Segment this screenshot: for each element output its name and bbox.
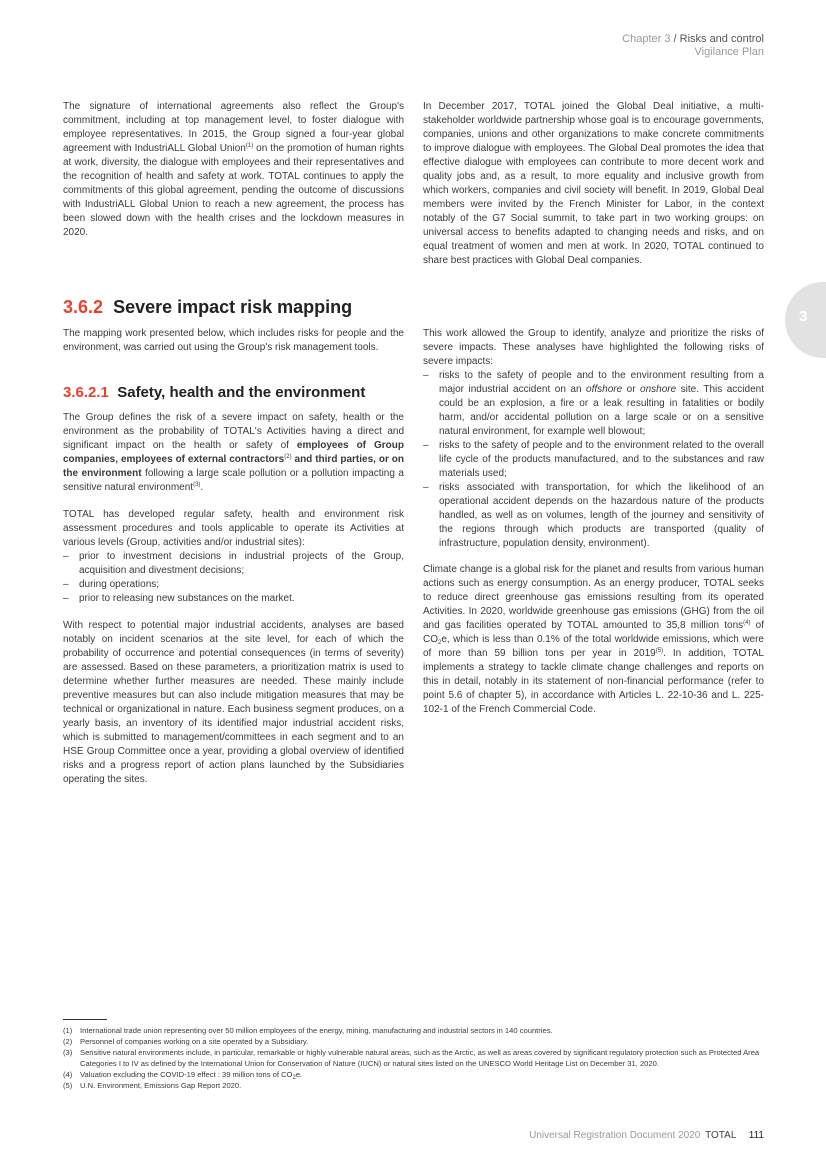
footnote <box>63 1080 765 1091</box>
p1-bold-2: and third parties, or on the environment <box>63 454 404 479</box>
subsection-number: 3.6.2.1 <box>63 384 109 401</box>
p1-text-a: The Group defines the risk of a severe impact on safety, health or the environment as the probability of TOTAL's Activities having a direct and significant impact on the health or safety of <box>63 412 404 451</box>
p2-text-d: . In addition, TOTAL implements a strategy to tackle climate change challenges and reports on this in detail, notably in its statement of non-financial performance (refer to point 5.6 of chapter 5), in accordance with Articles L. 22-10-36 and L. 225-102-1 of the French Commercial Code. <box>423 648 764 715</box>
climate-paragraph <box>423 563 764 717</box>
footnote-text: Sensitive natural environments include, in particular, remarkable or highly vulnerable natural areas, such as the Arctic, as well as areas covered by significant regulatory protection such as Protected Area Categories I to IV as defined by the International Union for Conservation of Nature (IUCN) or natural sites listed on the UNESCO World Heritage List on December 31, 2020. <box>80 1048 760 1068</box>
chapter-tab <box>785 282 826 358</box>
footnote-text: International trade union representing over 50 million employees of the energy, mining, manufacturing and industrial sectors in 140 countries. <box>80 1026 553 1035</box>
footnote-divider <box>63 1019 107 1020</box>
footnote-ref-2: (2) <box>284 454 292 460</box>
list-item: – risks to the safety of people and to the environment related to the overall life cycle of the products manufactured, and to the substances and raw materials used; <box>423 439 764 481</box>
list-item: – prior to releasing new substances on the market. <box>63 592 404 606</box>
intro-left-text-b: on the promotion of human rights at work, diversity, the dialogue with employees and their representatives and the recognition of health and safety at work. TOTAL continues to apply the commitments of this global agreement, pending the outcome of discussions with IndustriALL Global Union to reach a new agreement, the process has been slowed down with the health crises and the lockdown measures in 2020. <box>63 143 405 238</box>
list-item <box>423 369 764 439</box>
header-section: Risks and control <box>679 33 764 45</box>
subsection-title: Safety, health and the environment <box>117 384 366 401</box>
li1-text-a: risks to the safety of people and to the environment resulting from a major industrial accident on an <box>439 370 764 395</box>
co2-subscript: 2 <box>438 640 442 646</box>
footnote <box>63 1069 765 1080</box>
p1-bold-1: employees of Group companies, employees of external contractors <box>63 440 404 465</box>
header-chapter: Chapter 3 <box>622 33 671 45</box>
right-col-paragraph-1: This work allowed the Group to identify, analyze and prioritize the risks of severe impacts. These analyses have highlighted the following risks of severe impacts: <box>423 328 764 367</box>
list-item: – risks associated with transportation, for which the likelihood of an operational accident depends on the hazardous nature of the products handled, as well as on volumes, length of the journey and sensitivity of the regions through which products are transported (quality of infrastructure, population density, environment). <box>423 481 764 551</box>
section-362-intro: The mapping work presented below, which includes risks for people and the environment, was carried out using the Group's risk management tools. <box>63 328 404 353</box>
list-item: – prior to investment decisions in industrial projects of the Group, acquisition and divestment decisions; <box>63 550 404 578</box>
footnote-number: (2) <box>63 1037 73 1046</box>
section-3621-paragraph-3: With respect to potential major industrial accidents, analyses are based notably on incident scenarios at the site level, for each of which the probability of occurrence and potential consequences (in terms of severity) are assessed. Based on these parameters, a prioritization matrix is used to determine whether further measures are needed. These mainly include preventive measures but can also include mitigation measures that may be technical or organizational in nature. Each business segment produces, on a yearly basis, an inventory of its identified major industrial accident risks, which is submitted to management/committees in each segment and to an HSE Group Committee once a year, providing a global overview of identified risks and a progress report of action plans launched by the Subsidiaries operating the sites. <box>63 620 404 785</box>
footnote <box>63 1025 765 1036</box>
footnote-number: (4) <box>63 1070 73 1079</box>
list-item: – during operations; <box>63 578 404 592</box>
footer-document-title: Universal Registration Document 2020 <box>529 1130 701 1141</box>
footnote-text: U.N. Environment, Emissions Gap Report 2020. <box>80 1081 242 1090</box>
footnote-text: e. <box>295 1070 303 1079</box>
footnote-ref-1: (1) <box>245 143 254 149</box>
footer-brand: TOTAL <box>705 1130 737 1141</box>
footnote-text: Valuation excluding the COVID-19 effect : 39 million tons of CO <box>80 1070 293 1079</box>
section-heading-362 <box>63 296 352 318</box>
section-3621-paragraph-2: TOTAL has developed regular safety, health and environment risk assessment procedures and tools applicable to operate its Activities at various levels (Group, activities and/or industrial sites): <box>63 509 404 548</box>
section-number: 3.6.2 <box>63 297 104 317</box>
li1-italic-offshore: offshore <box>586 384 623 395</box>
li1-text-or: or <box>622 384 641 395</box>
footnote-number: (1) <box>63 1026 73 1035</box>
header-separator: / <box>670 33 680 45</box>
section-heading-3621 <box>63 384 365 402</box>
p2-text-a: Climate change is a global risk for the planet and results from various human actions such as energy consumption. As an energy producer, TOTAL seeks to reduce direct greenhouse gas emissions resulting from its operated Activities. In 2020, worldwide greenhouse gas emissions (GHG) from the oil and gas facilities operated by TOTAL amounted to 35,8 million tons <box>423 564 764 631</box>
intro-right-paragraph: In December 2017, TOTAL joined the Global Deal initiative, a multi-stakeholder worldwide partnership whose goal is to encourage governments, companies, unions and other organizations to make concrete commitments to improve dialogue with employees. The Global Deal promotes the idea that effective dialogue with employees can contribute to more decent work and quality jobs and, as a result, to more equality and inclusive growth from which workers, companies and civil society will benefit. In 2019, Global Deal members were invited by the French Minister for Labor, in the context notably of the G7 Social summit, to take part in two working groups: on universal access to benefits adapted to changing needs and risks, and on equal treatment of women and men at work. In 2020, TOTAL continued to share best practices with Global Deal companies. <box>423 101 764 266</box>
footnote-number: (3) <box>63 1048 73 1057</box>
chapter-tab-number: 3 <box>799 308 808 325</box>
footnote-ref-3: (3) <box>193 482 201 488</box>
li1-italic-onshore: onshore <box>640 384 677 395</box>
intro-left-text-a: The signature of international agreements also reflect the Group's commitment, including at top management level, to foster dialogue with employee representatives. In 2015, the Group signed a four-year global agreement with IndustriALL Global Union <box>63 101 404 154</box>
p2-text-c: e, which is less than 0.1% of the total worldwide emissions, which were of more than 59 billion tons per year in 2019 <box>423 634 764 659</box>
footnote <box>63 1036 765 1047</box>
footnote-number: (5) <box>63 1081 73 1090</box>
p1-text-d: . <box>200 482 204 493</box>
header-subsection: Vigilance Plan <box>694 46 764 58</box>
footnote <box>63 1047 765 1069</box>
footnotes <box>63 1025 765 1091</box>
running-header <box>622 33 764 59</box>
footnote-ref-5: (5) <box>655 648 664 654</box>
footnote-ref-4: (4) <box>743 620 751 626</box>
p1-text-c: following a large scale pollution or a pollution impacting a sensitive natural environment <box>63 468 404 493</box>
footnote-text: Personnel of companies working on a site operated by a Subsidiary. <box>80 1037 309 1046</box>
page-number: 111 <box>748 1130 764 1141</box>
section-title: Severe impact risk mapping <box>113 297 353 317</box>
intro-left-paragraph <box>63 100 404 240</box>
li1-text-b: site. This accident could be an explosion, a fire or a leak resulting in fatalities or bodily harm, and/or accidental pollution on a large scale or on a sensitive natural environment, for example well blowout; <box>439 384 764 437</box>
p2-text-b: of CO <box>423 620 764 645</box>
co2-subscript: 2 <box>292 1075 296 1081</box>
assessment-levels-list <box>63 550 404 606</box>
section-3621-paragraph-1 <box>63 411 404 495</box>
severe-impacts-list <box>423 369 764 551</box>
page-footer <box>529 1130 764 1141</box>
